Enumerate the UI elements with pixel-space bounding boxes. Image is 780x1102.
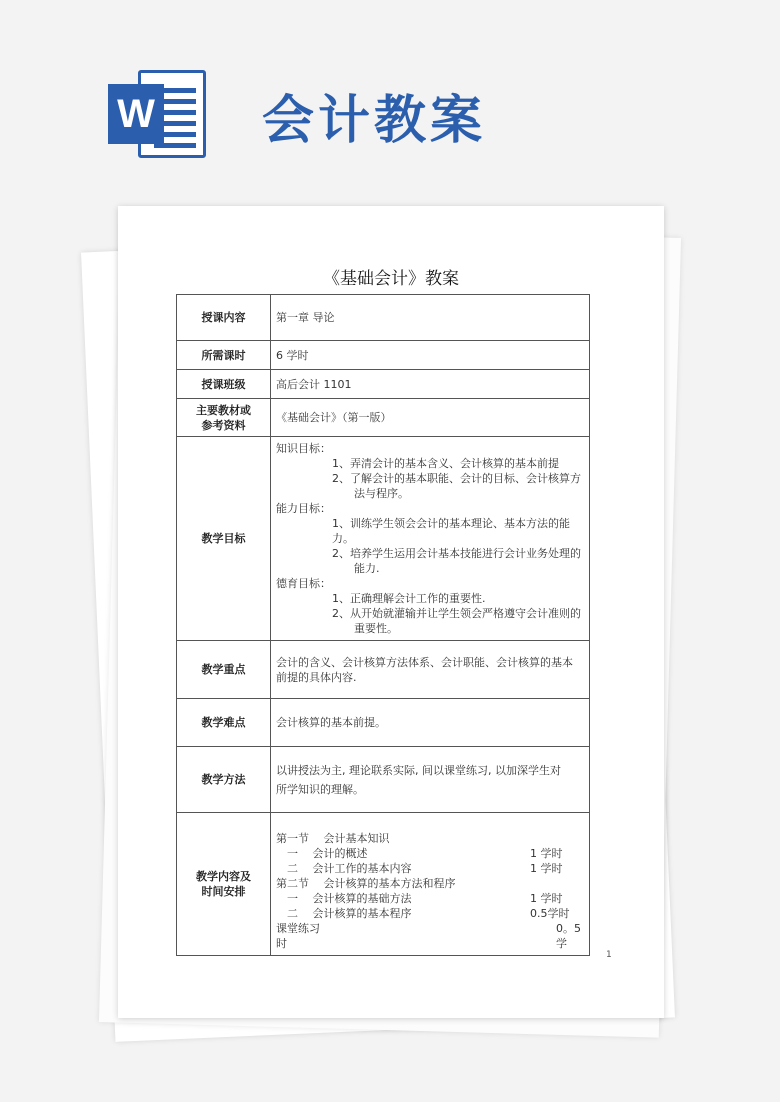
schedule xyxy=(271,813,590,956)
list-item: 课堂练习 0。5 学 xyxy=(276,922,581,950)
table-row xyxy=(177,699,590,747)
row-label: 授课班级 xyxy=(177,370,271,399)
list-item: 一 会计的概述 1 学时 xyxy=(276,847,563,860)
row-label: 教学目标 xyxy=(177,437,271,641)
list-item: 二 会计工作的基本内容 1 学时 xyxy=(276,862,563,875)
table-row xyxy=(177,341,590,370)
row-value: 《基础会计》（第一版） xyxy=(271,399,590,437)
row-label: 所需课时 xyxy=(177,341,271,370)
word-logo-letter: W xyxy=(108,84,164,144)
row-value: 会计的含义、会计核算方法体系、会计职能、会计核算的基本 前提的具体内容. xyxy=(271,641,590,699)
row-value: 第一章 导论 xyxy=(271,295,590,341)
table-row xyxy=(177,641,590,699)
list-item: 二 会计核算的基本程序 0.5学时 xyxy=(276,907,570,920)
row-label: 教学重点 xyxy=(177,641,271,699)
header-banner xyxy=(0,0,780,200)
row-label: 主要教材或 参考资料 xyxy=(177,399,271,437)
row-value: 以讲授法为主, 理论联系实际, 间以课堂练习, 以加深学生对 所学知识的理解。 xyxy=(271,747,590,813)
list-item: 一 会计核算的基础方法 1 学时 xyxy=(276,892,563,905)
list-item: 第二节 会计核算的基本方法和程序 xyxy=(276,877,456,890)
page-title: 会计教案 xyxy=(262,91,487,151)
lesson-plan-table xyxy=(176,294,590,956)
list-item: 第一节 会计基本知识 xyxy=(276,832,390,845)
table-row xyxy=(177,370,590,399)
table-row xyxy=(177,295,590,341)
row-value: 高后会计 1101 xyxy=(271,370,590,399)
row-value: 6 学时 xyxy=(271,341,590,370)
table-row xyxy=(177,747,590,813)
row-label: 教学内容及 时间安排 xyxy=(177,813,271,956)
table-row xyxy=(177,437,590,641)
row-label: 教学方法 xyxy=(177,747,271,813)
row-label: 教学难点 xyxy=(177,699,271,747)
document-page xyxy=(118,206,664,1018)
table-row xyxy=(177,813,590,956)
teaching-goals: 知识目标： 1、弄清会计的基本含义、会计核算的基本前提 2、了解会计的基本职能、会计的目标、会计核算方 法与程序。 能力目标： 1、训练学生领会会计的基本理论、基本方法的能力。 2、培养学生运用会计基本技能进行会计业务处理的 能力. 德育目标： 1、正确理解会计工作的重要性. 2、从开始就灌输并让学生领会严格遵守会计准则的 重要性。 xyxy=(271,437,590,641)
list-item: 时 xyxy=(276,937,287,950)
word-logo-icon xyxy=(108,70,208,158)
table-row xyxy=(177,399,590,437)
page-number: 1 xyxy=(606,950,612,960)
document-title: 《基础会计》教案 xyxy=(323,269,459,289)
row-value: 会计核算的基本前提。 xyxy=(271,699,590,747)
row-label: 授课内容 xyxy=(177,295,271,341)
